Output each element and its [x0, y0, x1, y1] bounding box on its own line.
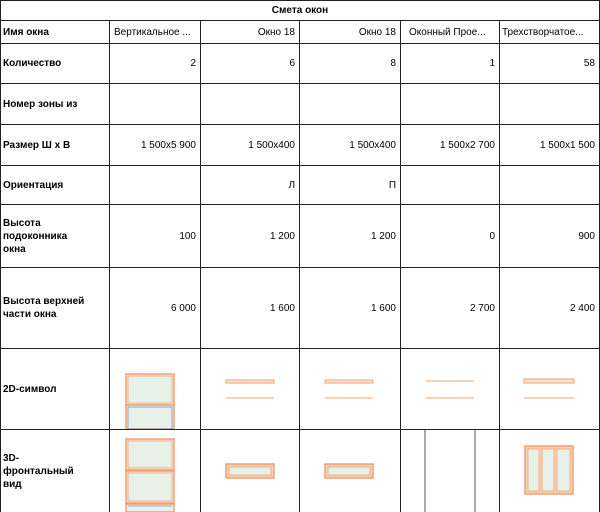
window-3d-front-view	[110, 430, 200, 512]
window-3d-front-view	[201, 430, 299, 512]
head-height-cell: 1 600	[269, 302, 295, 314]
quantity-cell: 2	[190, 58, 196, 69]
size-cell: 1 500x400	[349, 139, 396, 151]
size-cell: 1 500x1 500	[539, 139, 595, 151]
row-label-3d-front-view: 3D-фронтальный вид	[3, 452, 74, 490]
row-label-sill-height: Высота подоконника окна	[3, 217, 68, 255]
sill-height-cell: 100	[179, 230, 196, 242]
column-header-4: Оконный Прое...	[409, 26, 486, 38]
orientation-cell: Л	[288, 179, 295, 191]
schedule-title: Смета окон	[271, 5, 329, 16]
quantity-cell: 8	[390, 58, 396, 69]
head-height-cell: 2 400	[569, 302, 595, 314]
row-label-head-height: Высота верхней части окна	[3, 296, 85, 320]
window-3d-front-view	[500, 430, 599, 512]
row-label-2d-symbol: 2D-символ	[3, 383, 57, 395]
head-height-cell: 6 000	[170, 302, 196, 314]
column-header-1: Вертикальное ...	[114, 26, 191, 38]
quantity-cell: 58	[583, 58, 595, 69]
sill-height-cell: 1 200	[269, 230, 295, 242]
quantity-cell: 6	[289, 58, 295, 69]
sill-height-cell: 1 200	[370, 230, 396, 242]
window-2d-symbol	[300, 349, 400, 429]
size-cell: 1 500x400	[248, 139, 295, 151]
window-2d-symbol	[401, 349, 499, 429]
sill-height-cell: 900	[578, 230, 595, 242]
row-label-quantity: Количество	[3, 58, 62, 69]
row-label-zone: Номер зоны из	[3, 98, 78, 110]
row-label-orientation: Ориентация	[3, 179, 64, 191]
window-2d-symbol	[500, 349, 599, 429]
head-height-cell: 1 600	[370, 302, 396, 314]
head-height-cell: 2 700	[469, 302, 495, 314]
orientation-cell: П	[388, 179, 396, 191]
sill-height-cell: 0	[489, 230, 495, 242]
size-cell: 1 500x5 900	[140, 139, 196, 151]
window-3d-front-view	[300, 430, 400, 512]
quantity-cell: 1	[489, 58, 495, 69]
row-label-name: Имя окна	[3, 26, 49, 38]
row-label-size: Размер Ш x В	[3, 139, 71, 151]
size-cell: 1 500x2 700	[439, 139, 495, 151]
window-2d-symbol	[201, 349, 299, 429]
window-2d-symbol	[110, 349, 200, 429]
column-header-5: Трехстворчатое...	[502, 26, 584, 38]
window-3d-front-view	[401, 430, 499, 512]
column-header-2: Окно 18	[257, 26, 295, 38]
column-header-3: Окно 18	[358, 26, 396, 38]
